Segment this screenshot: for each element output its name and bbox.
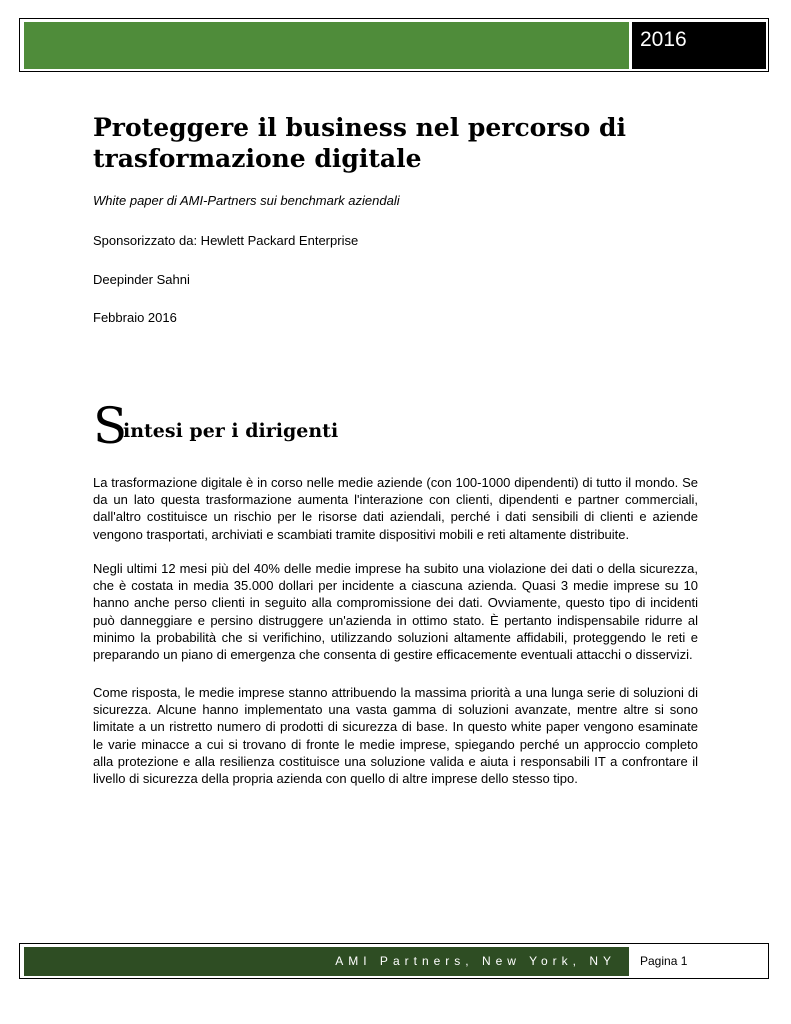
document-subtitle: White paper di AMI-Partners sui benchmark aziendali xyxy=(93,193,400,208)
paragraph: La trasformazione digitale è in corso nelle medie aziende (con 100-1000 dipendenti) di tutto il mondo. Se da un lato questa trasformazione aumenta l'interazione con clienti, dipendenti e partner commerciali, dall'altro costituisce un rischio per le risorse dati aziendali, perché i dati sensibili di clienti e aziende vengono trasportati, archiviati e scambiati tramite dispositivi mobili e reti altamente distribuite. xyxy=(93,475,698,542)
header-year: 2016 xyxy=(640,28,687,51)
section-heading-text: intesi per i dirigenti xyxy=(123,420,339,442)
footer-company: AMI Partners, New York, NY xyxy=(335,954,616,968)
header-green-band xyxy=(24,22,629,69)
sponsor-line: Sponsorizzato da: Hewlett Packard Enterprise xyxy=(93,233,359,248)
document-title: Proteggere il business nel percorso di trasformazione digitale xyxy=(93,113,626,173)
paragraph: Negli ultimi 12 mesi più del 40% delle medie imprese ha subito una violazione dei dati o della sicurezza, che è costata in media 35.000 dollari per incidente a ciascuna azienda. Quasi 3 medie imprese su 10 hanno anche perso clienti in seguito alla compromissione dei dati. Ovviamente, questo tipo di incidenti può danneggiare e persino distruggere un'azienda in ottimo stato. È pertanto indispensabile ridurre al minimo la probabilità che si verifichino, utilizzando soluzioni altamente affidabili, proteggendo le reti e preparando un piano di emergenza che consenta di gestire efficacemente eventuali attacchi o disservizi. xyxy=(93,561,698,663)
paragraph: Come risposta, le medie imprese stanno attribuendo la massima priorità a una lunga serie di soluzioni di sicurezza. Alcune hanno implementato una vasta gamma di soluzioni avanzate, mentre altre si sono limitate a un ristretto numero di prodotti di sicurezza di base. In questo white paper vengono esaminate le varie minacce a cui si trovano di fronte le medie imprese, spiegando perché un approccio completo alla protezione e alla resilienza costituisce una soluzione valida e aiuta i responsabili IT a confrontare il livello di sicurezza della propria azienda con quello di altre imprese dello stesso tipo. xyxy=(93,685,698,787)
drop-cap: S xyxy=(93,397,128,455)
date-line: Febbraio 2016 xyxy=(93,310,177,325)
author-line: Deepinder Sahni xyxy=(93,272,190,287)
page-number: Pagina 1 xyxy=(640,954,688,968)
